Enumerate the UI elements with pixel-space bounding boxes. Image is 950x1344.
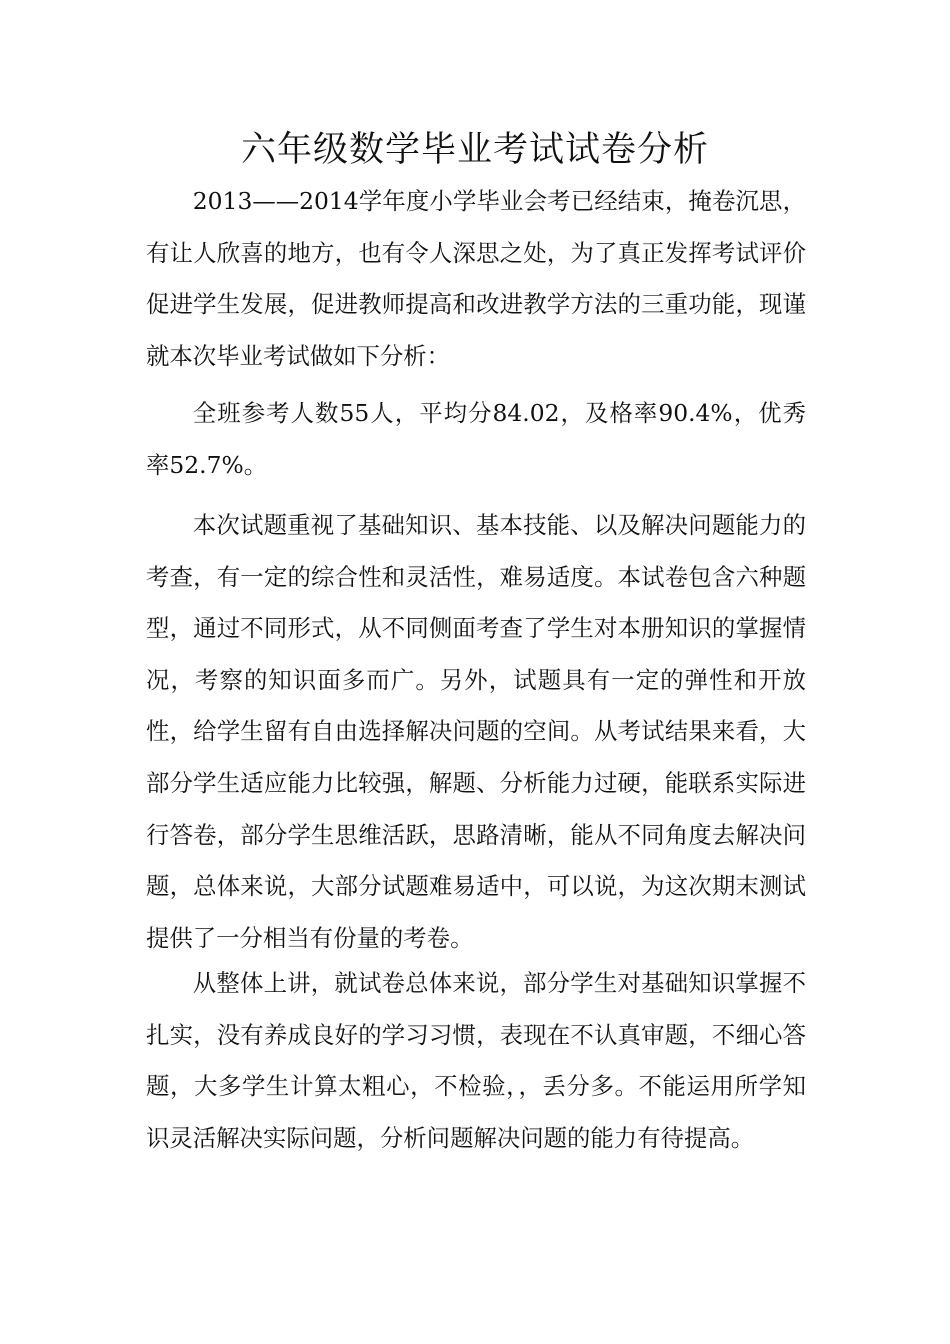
statistics-paragraph: 全班参考人数55人，平均分84.02，及格率90.4%，优秀率52.7%。 <box>146 399 806 479</box>
problems-paragraph: 从整体上讲，就试卷总体来说，部分学生对基础知识掌握不扎实，没有养成良好的学习习惯，表现在不认真审题，不细心答题，大多学生计算太粗心，不检验，，丢分多。不能运用所学知识灵活解决实际问题，分析问题解决问题的能力有待提高。 <box>146 969 806 1152</box>
document-title: 六年级数学毕业考试试卷分析 <box>240 130 709 170</box>
test-analysis-paragraph: 本次试题重视了基础知识、基本技能、以及解决问题能力的考查，有一定的综合性和灵活性，难易适度。本试卷包含六种题型，通过不同形式，从不同侧面考查了学生对本册知识的掌握情况，考察的知识面多而广。另外，试题具有一定的弹性和开放性，给学生留有自由选择解决问题的空间。从考试结果来看，大部分学生适应能力比较强，解题、分析能力过硬，能联系实际进行答卷，部分学生思维活跃，思路清晰，能从不同角度去解决问题，总体来说，大部分试题难易适中，可以说，为这次期末测试提供了一分相当有份量的考卷。 <box>146 511 806 952</box>
intro-paragraph: 2013——2014学年度小学毕业会考已经结束，掩卷沉思，有让人欣喜的地方，也有令人深思之处，为了真正发挥考试评价促进学生发展，促进教师提高和改进教学方法的三重功能，现谨就本次毕业考试做如下分析： <box>146 187 806 370</box>
